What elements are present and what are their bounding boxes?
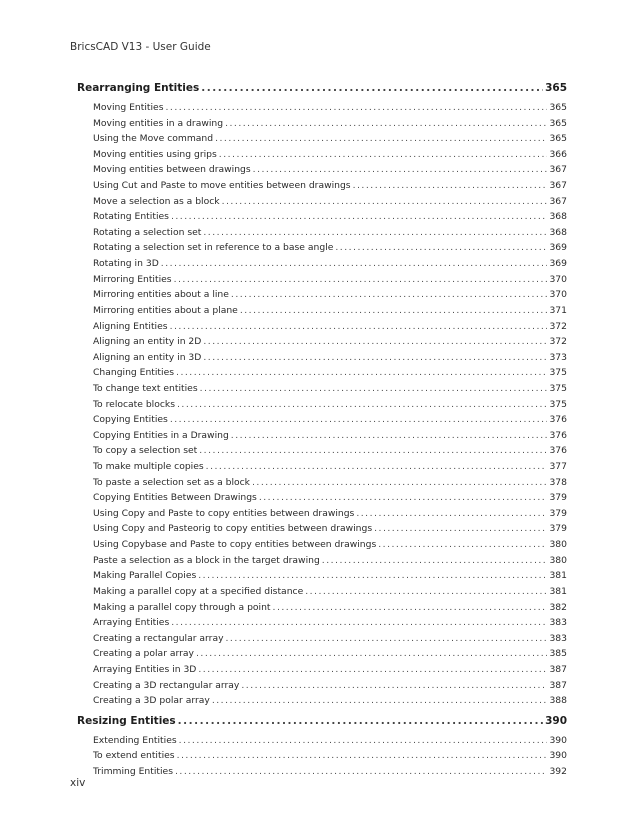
table-of-contents	[77, 76, 567, 780]
toc-entry-page: 369	[549, 242, 567, 254]
toc-entry[interactable]	[77, 615, 567, 631]
toc-dot-leader	[170, 319, 548, 335]
toc-dot-leader	[241, 678, 547, 694]
toc-entry[interactable]	[77, 733, 567, 749]
toc-dot-leader	[305, 584, 547, 600]
toc-dot-leader	[179, 733, 548, 749]
toc-entry-label: Move a selection as a block	[93, 195, 220, 207]
toc-entry[interactable]	[77, 147, 567, 163]
toc-entry-page: 367	[549, 180, 567, 192]
toc-entry-label: Moving entities between drawings	[93, 164, 251, 176]
toc-entry-page: 381	[549, 570, 567, 582]
toc-entry[interactable]	[77, 381, 567, 397]
toc-entry-page: 390	[549, 734, 567, 746]
toc-entry-label: Moving entities in a drawing	[93, 117, 224, 129]
toc-entry-label: Aligning an entity in 2D	[93, 336, 202, 348]
toc-dot-leader	[240, 303, 548, 319]
toc-entry-label: Arraying Entities in 3D	[93, 663, 197, 675]
toc-entry-label: Moving entities using grips	[93, 148, 217, 160]
toc-entry[interactable]	[77, 748, 567, 764]
toc-dot-leader	[222, 194, 548, 210]
toc-entry[interactable]	[77, 428, 567, 444]
toc-entry-page: 382	[549, 601, 567, 613]
toc-dot-leader	[206, 459, 548, 475]
toc-entry-page: 379	[549, 523, 567, 535]
toc-entry[interactable]	[77, 475, 567, 491]
toc-entry-label: Using Cut and Paste to move entities between drawings	[93, 180, 351, 192]
toc-dot-leader	[353, 178, 548, 194]
toc-entry[interactable]	[77, 240, 567, 256]
toc-entry-page: 368	[549, 226, 567, 238]
toc-dot-leader	[177, 397, 547, 413]
toc-entry-page: 376	[549, 445, 567, 457]
toc-entry-label: To paste a selection set as a block	[93, 476, 251, 488]
toc-entry-page: 390	[549, 750, 567, 762]
toc-dot-leader	[198, 662, 547, 678]
toc-entry[interactable]	[77, 568, 567, 584]
toc-dot-leader	[200, 381, 548, 397]
toc-entry-label: Making a parallel copy through a point	[93, 601, 271, 613]
toc-entry[interactable]	[77, 225, 567, 241]
toc-entry-label: Aligning Entities	[93, 320, 168, 332]
toc-entry-page: 378	[549, 476, 567, 488]
toc-entry-label: Using Copy and Pasteorig to copy entities between drawings	[93, 523, 373, 535]
toc-dot-leader	[201, 76, 543, 100]
toc-entry[interactable]	[77, 662, 567, 678]
toc-entry-page: 376	[549, 429, 567, 441]
toc-dot-leader	[174, 272, 548, 288]
toc-entry[interactable]	[77, 397, 567, 413]
toc-entry-page: 387	[549, 679, 567, 691]
toc-dot-leader	[196, 646, 547, 662]
toc-entry-label: Changing Entities	[93, 367, 175, 379]
toc-entry-page: 365	[549, 102, 567, 113]
toc-dot-leader	[219, 147, 548, 163]
toc-entry-label: Resizing Entities	[77, 714, 176, 727]
toc-entry-label: To make multiple copies	[93, 461, 204, 473]
toc-entry[interactable]	[77, 365, 567, 381]
toc-entry[interactable]	[77, 209, 567, 225]
toc-entry-page: 392	[549, 765, 567, 777]
toc-entry-label: Creating a 3D polar array	[93, 695, 210, 707]
toc-entry-label: Rotating in 3D	[93, 258, 159, 270]
toc-entry-label: To extend entities	[93, 750, 175, 762]
toc-entry-page: 365	[549, 117, 567, 129]
toc-entry-page: 385	[549, 648, 567, 660]
toc-entry-label: Copying Entities	[93, 414, 168, 426]
toc-entry-page: 365	[545, 82, 567, 94]
toc-entry[interactable]	[77, 506, 567, 522]
toc-entry-page: 376	[549, 414, 567, 426]
toc-dot-leader	[231, 287, 548, 303]
toc-entry-label: Creating a 3D rectangular array	[93, 679, 240, 691]
toc-entry-page: 379	[549, 507, 567, 519]
toc-entry[interactable]	[77, 272, 567, 288]
toc-entry[interactable]	[77, 584, 567, 600]
toc-dot-leader	[198, 568, 547, 584]
toc-entry-page: 367	[549, 164, 567, 176]
toc-dot-leader	[253, 162, 548, 178]
toc-entry-label: Mirroring entities about a line	[93, 289, 229, 301]
toc-dot-leader	[322, 553, 548, 569]
toc-entry[interactable]	[77, 537, 567, 553]
toc-entry[interactable]	[77, 334, 567, 350]
toc-entry-label: Making Parallel Copies	[93, 570, 197, 582]
toc-entry-label: Rotating Entities	[93, 211, 169, 223]
toc-entry-label: Rotating a selection set	[93, 226, 202, 238]
toc-entry[interactable]	[77, 693, 567, 709]
toc-entry-page: 383	[549, 632, 567, 644]
toc-entry-page: 365	[549, 133, 567, 145]
toc-dot-leader	[176, 365, 547, 381]
toc-entry-label: Using Copy and Paste to copy entities between drawings	[93, 507, 355, 519]
toc-dot-leader	[203, 225, 547, 241]
toc-dot-leader	[175, 764, 547, 780]
toc-entry-label: Copying Entities in a Drawing	[93, 429, 229, 441]
toc-entry-label: Copying Entities Between Drawings	[93, 492, 257, 504]
toc-entry[interactable]	[77, 678, 567, 694]
toc-entry-page: 371	[549, 304, 567, 316]
toc-dot-leader	[170, 412, 548, 428]
toc-dot-leader	[178, 709, 543, 733]
toc-entry[interactable]	[77, 287, 567, 303]
toc-entry-page: 369	[549, 258, 567, 270]
toc-entry-page: 372	[549, 320, 567, 332]
toc-entry-label: Rotating a selection set in reference to a base angle	[93, 242, 334, 254]
toc-entry-page: 375	[549, 398, 567, 410]
page-header-title: BricsCAD V13 - User Guide	[70, 41, 211, 53]
toc-entry[interactable]	[77, 646, 567, 662]
toc-dot-leader	[215, 131, 547, 147]
toc-dot-leader	[171, 209, 548, 225]
toc-dot-leader	[199, 443, 547, 459]
toc-dot-leader	[161, 256, 548, 272]
toc-entry-page: 368	[549, 211, 567, 223]
toc-entry-page: 375	[549, 367, 567, 379]
toc-entry[interactable]	[77, 521, 567, 537]
toc-entry[interactable]	[77, 412, 567, 428]
toc-entry[interactable]	[77, 116, 567, 132]
toc-entry-label: Using Copybase and Paste to copy entities between drawings	[93, 539, 377, 551]
toc-section-entry[interactable]	[77, 76, 567, 100]
toc-entry-label: Paste a selection as a block in the target drawing	[93, 554, 320, 566]
toc-entry-label: To change text entities	[93, 382, 198, 394]
toc-entry-page: 387	[549, 663, 567, 675]
toc-entry-page: 377	[549, 461, 567, 473]
toc-entry-page: 383	[549, 617, 567, 629]
toc-entry[interactable]	[77, 600, 567, 616]
toc-dot-leader	[226, 631, 548, 647]
toc-entry-label: Moving Entities	[93, 102, 164, 113]
toc-entry-page: 379	[549, 492, 567, 504]
toc-entry-page: 375	[549, 382, 567, 394]
toc-entry[interactable]	[77, 162, 567, 178]
toc-entry-label: Using the Move command	[93, 133, 214, 145]
toc-entry[interactable]	[77, 490, 567, 506]
toc-dot-leader	[356, 506, 547, 522]
toc-entry[interactable]	[77, 350, 567, 366]
toc-entry[interactable]	[77, 553, 567, 569]
toc-entry[interactable]	[77, 459, 567, 475]
toc-entry-label: Making a parallel copy at a specified distance	[93, 585, 304, 597]
toc-entry-page: 366	[549, 148, 567, 160]
toc-entry[interactable]	[77, 764, 567, 780]
toc-entry-label: Aligning an entity in 3D	[93, 351, 202, 363]
toc-entry-page: 373	[549, 351, 567, 363]
toc-entry[interactable]	[77, 256, 567, 272]
toc-entry-label: Creating a rectangular array	[93, 632, 224, 644]
toc-entry-label: Rearranging Entities	[77, 82, 200, 94]
toc-entry-label: Trimming Entities	[93, 765, 173, 777]
toc-dot-leader	[374, 521, 547, 537]
toc-entry-label: Mirroring entities about a plane	[93, 304, 238, 316]
toc-entry[interactable]	[77, 178, 567, 194]
toc-dot-leader	[171, 615, 547, 631]
toc-dot-leader	[231, 428, 548, 444]
toc-entry[interactable]	[77, 319, 567, 335]
toc-dot-leader	[335, 240, 547, 256]
toc-entry-label: Extending Entities	[93, 734, 177, 746]
toc-dot-leader	[203, 334, 547, 350]
toc-entry-label: To copy a selection set	[93, 445, 198, 457]
toc-entry-label: Arraying Entities	[93, 617, 170, 629]
toc-dot-leader	[273, 600, 548, 616]
toc-entry-page: 367	[549, 195, 567, 207]
toc-entry[interactable]	[77, 131, 567, 147]
toc-entry-page: 372	[549, 336, 567, 348]
toc-dot-leader	[166, 100, 548, 116]
toc-dot-leader	[252, 475, 547, 491]
toc-entry[interactable]	[77, 194, 567, 210]
toc-entry-label: Creating a polar array	[93, 648, 194, 660]
page-number: xiv	[70, 777, 86, 789]
toc-entry-page: 381	[549, 585, 567, 597]
toc-dot-leader	[177, 748, 548, 764]
toc-entry[interactable]	[77, 303, 567, 319]
toc-dot-leader	[378, 537, 547, 553]
toc-dot-leader	[212, 693, 548, 709]
toc-dot-leader	[259, 490, 548, 506]
toc-entry[interactable]	[77, 631, 567, 647]
toc-dot-leader	[203, 350, 547, 366]
toc-entry-page: 370	[549, 273, 567, 285]
toc-entry[interactable]	[77, 100, 567, 116]
toc-entry-label: Mirroring Entities	[93, 273, 172, 285]
toc-entry-page: 370	[549, 289, 567, 301]
toc-entry-page: 380	[549, 539, 567, 551]
toc-dot-leader	[225, 116, 547, 132]
toc-entry-label: To relocate blocks	[93, 398, 176, 410]
toc-entry-page: 388	[549, 695, 567, 707]
toc-section-entry[interactable]	[77, 709, 567, 733]
toc-entry-page: 380	[549, 554, 567, 566]
toc-entry[interactable]	[77, 443, 567, 459]
toc-entry-page: 390	[545, 714, 567, 727]
